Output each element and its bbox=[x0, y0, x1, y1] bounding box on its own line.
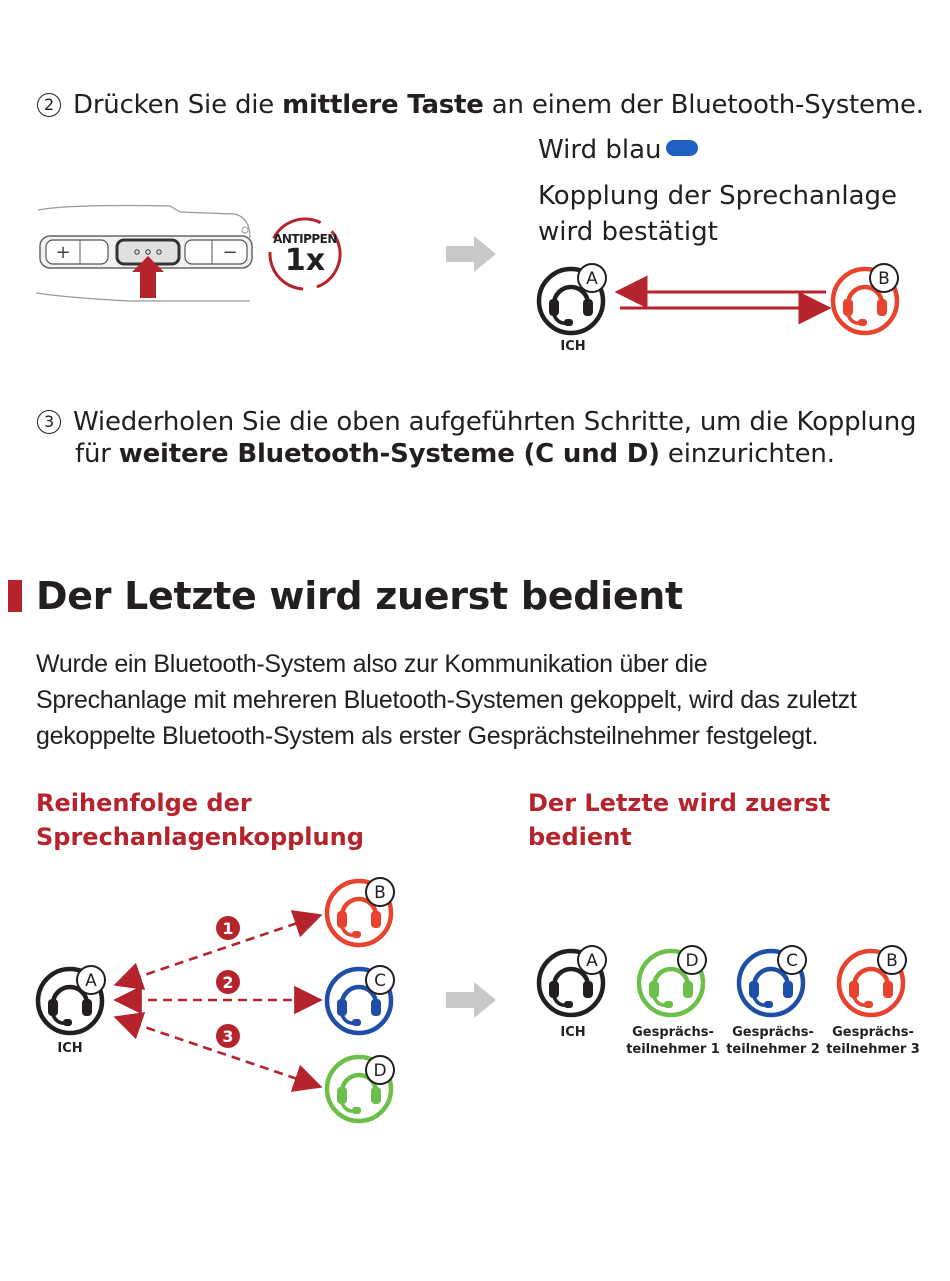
badge-a: A bbox=[85, 971, 97, 991]
section-paragraph-line2: Sprechanlage mit mehreren Bluetooth-Systemen gekoppelt, wird das zuletzt bbox=[36, 686, 857, 714]
step2-text-before: Drücken Sie die bbox=[73, 90, 283, 120]
badge-a: A bbox=[586, 951, 598, 971]
order-2-badge: 2 bbox=[222, 973, 234, 992]
gray-arrow-icon bbox=[446, 980, 498, 1020]
pairing-diagram bbox=[534, 262, 914, 342]
step3-line2-after: einzurichten. bbox=[659, 439, 835, 469]
step2-text-after: an einem der Bluetooth-Systeme. bbox=[483, 90, 924, 120]
tap-count: 1x bbox=[284, 243, 326, 278]
blue-led-icon bbox=[666, 140, 698, 156]
badge-b: B bbox=[878, 269, 890, 289]
confirm-line2: wird bestätigt bbox=[538, 217, 718, 247]
section-marker bbox=[8, 580, 22, 612]
step3-line1: Wiederholen Sie die oben aufgeführten Schritte, um die Kopplung bbox=[73, 407, 917, 437]
order-3-badge: 3 bbox=[222, 1027, 234, 1046]
left-heading-line2: Sprechanlagenkopplung bbox=[36, 823, 364, 851]
result-blue-text: Wird blau bbox=[538, 135, 662, 165]
me-label: ICH bbox=[57, 1041, 83, 1056]
result-blue bbox=[538, 132, 698, 168]
participant-1-line1: Gesprächs- bbox=[632, 1025, 714, 1040]
step3-line2 bbox=[75, 437, 835, 471]
pairing-order-diagram bbox=[30, 872, 410, 1128]
badge-d: D bbox=[373, 1061, 387, 1081]
badge-b: B bbox=[886, 951, 898, 971]
participant-order-diagram bbox=[534, 944, 914, 1024]
left-heading-line1: Reihenfolge der bbox=[36, 789, 252, 817]
participant-2-label bbox=[726, 1024, 820, 1058]
participant-2-line2: teilnehmer 2 bbox=[726, 1042, 820, 1057]
step3-line2-before: für bbox=[75, 439, 119, 469]
badge-d: D bbox=[685, 951, 699, 971]
participant-1-label bbox=[626, 1024, 720, 1058]
step3-instruction bbox=[37, 405, 916, 439]
me-label: ICH bbox=[560, 339, 586, 354]
badge-b: B bbox=[374, 883, 386, 903]
badge-c: C bbox=[374, 971, 386, 991]
participant-1-line2: teilnehmer 1 bbox=[626, 1042, 720, 1057]
step2-instruction bbox=[37, 88, 924, 122]
gray-arrow-icon bbox=[446, 234, 498, 274]
step3-line2-bold: weitere Bluetooth-Systeme (C und D) bbox=[118, 439, 660, 469]
svg-text:−: − bbox=[222, 242, 238, 263]
badge-c: C bbox=[786, 951, 798, 971]
confirm-line1: Kopplung der Sprechanlage bbox=[538, 181, 898, 211]
me-label: ICH bbox=[560, 1025, 586, 1040]
participant-3-line2: teilnehmer 3 bbox=[826, 1042, 920, 1057]
step-number: 3 bbox=[37, 410, 61, 434]
right-heading-line1: Der Letzte wird zuerst bbox=[528, 789, 831, 817]
badge-a: A bbox=[586, 269, 598, 289]
svg-text:+: + bbox=[55, 242, 71, 263]
section-title: Der Letzte wird zuerst bedient bbox=[36, 574, 683, 618]
order-1-badge: 1 bbox=[222, 919, 234, 938]
step2-text-bold: mittlere Taste bbox=[282, 90, 484, 120]
participant-2-line1: Gesprächs- bbox=[732, 1025, 814, 1040]
step-number: 2 bbox=[37, 93, 61, 117]
right-heading-line2: bedient bbox=[528, 823, 632, 851]
participant-3-label bbox=[826, 1024, 920, 1058]
section-paragraph-line3: gekoppelte Bluetooth-System als erster Gesprächsteilnehmer festgelegt. bbox=[36, 722, 819, 750]
section-paragraph-line1: Wurde ein Bluetooth-System also zur Kommunikation über die bbox=[36, 650, 708, 678]
tap-label: ANTIPPEN bbox=[273, 232, 337, 246]
participant-3-line1: Gesprächs- bbox=[832, 1025, 914, 1040]
